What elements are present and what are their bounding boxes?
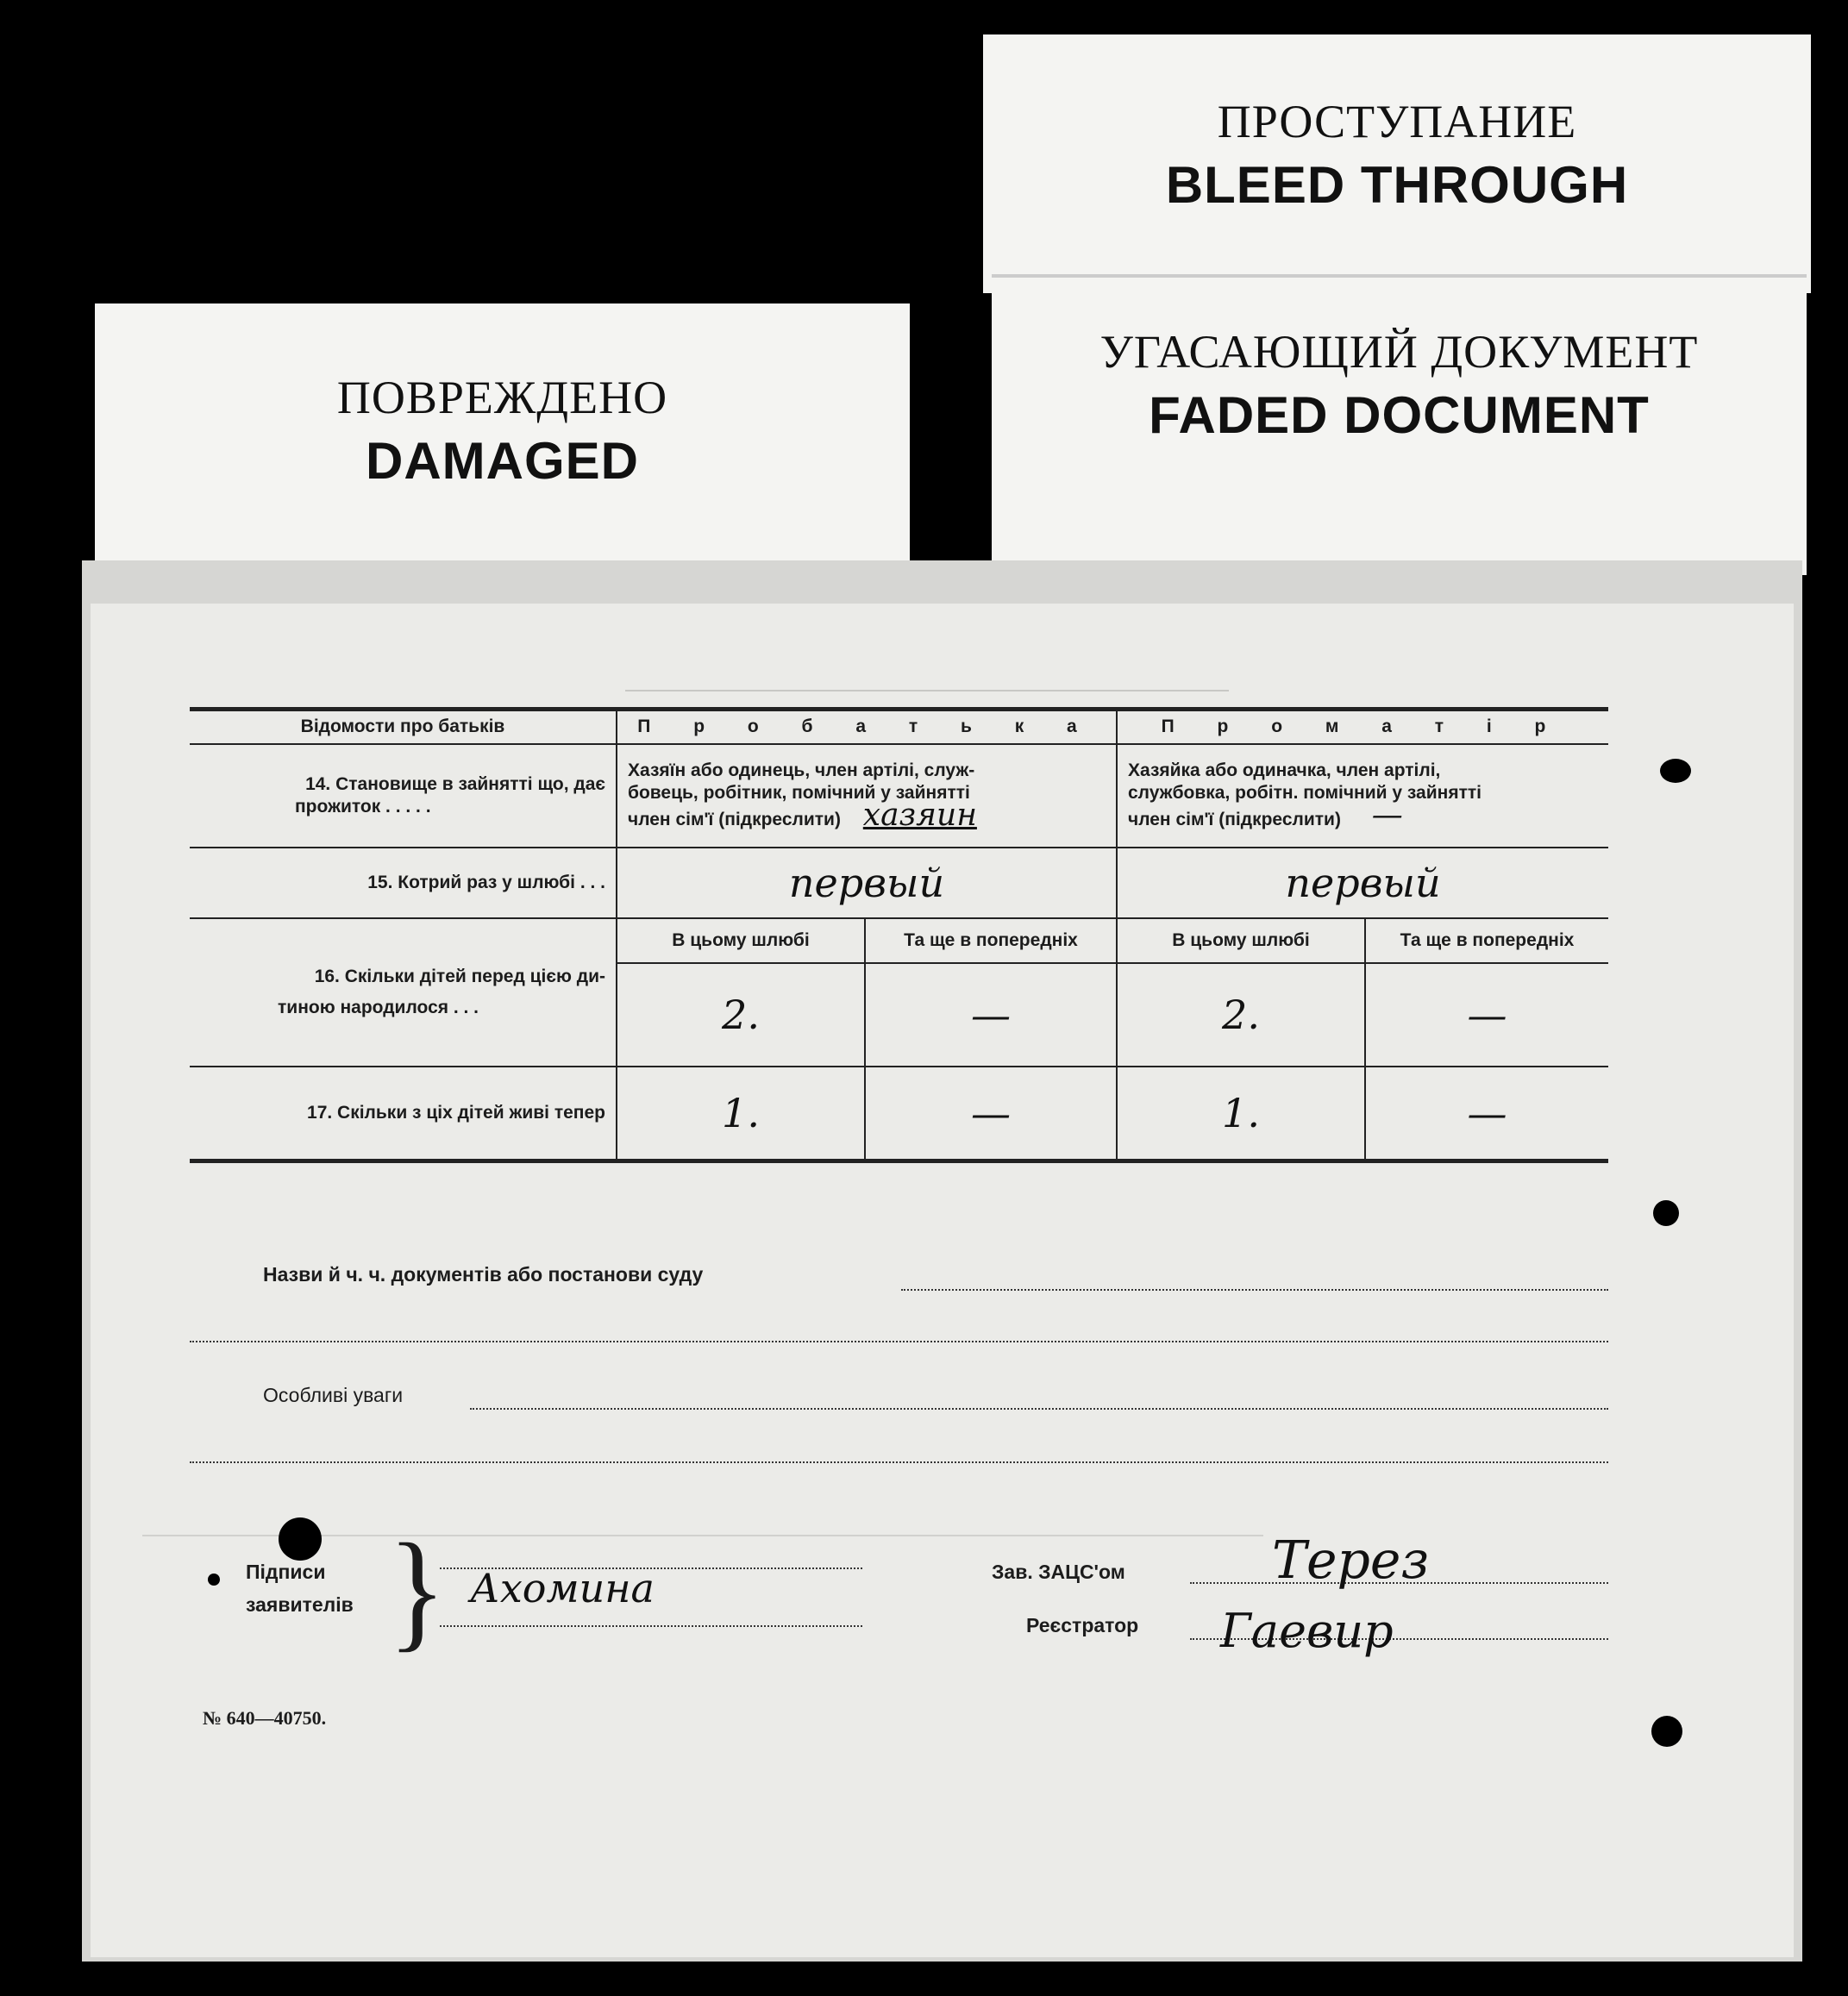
row14-mother-line3: член сім'ї (підкреслити) [1128, 810, 1341, 829]
remarks-dotline [470, 1408, 1608, 1410]
row15-father-handwritten: первый [788, 859, 945, 906]
faded-document-card [992, 278, 1807, 575]
row14-label-line2: прожиток . . . . . [295, 796, 431, 817]
documents-dotline [901, 1289, 1608, 1291]
bleed-through-card [983, 34, 1811, 293]
damaged-card [95, 303, 910, 571]
row14-mother-line1: Хазяйка або одиначка, член артілі, [1128, 760, 1441, 780]
damage-hole [1653, 1200, 1679, 1226]
row17-father-this: 1. [722, 1089, 760, 1136]
signatures-label-line1: Підписи [246, 1561, 326, 1583]
row14-father-line3: член сім'ї (підкреслити) [628, 810, 841, 829]
row16-label [190, 918, 617, 1067]
signatures-brace: } [388, 1517, 447, 1664]
row15-mother-handwritten: первый [1285, 859, 1441, 906]
faded-document-ru: УГАСАЮЩИЙ ДОКУМЕНТ [1099, 326, 1699, 378]
documents-dotline-2 [190, 1341, 1608, 1342]
subheader-father-prev: Та ще в попередніх [865, 918, 1117, 963]
form-number: № 640—40750. [203, 1707, 327, 1729]
applicant-signature: Ахомина [470, 1565, 655, 1611]
registrar-label: Реєстратор [1026, 1614, 1139, 1636]
registration-form-page [91, 604, 1794, 1957]
header-mother: П р о м а т і р [1117, 710, 1608, 744]
row17-father-prev: — [971, 1089, 1011, 1136]
damaged-en: DAMAGED [366, 432, 639, 490]
ink-dot [208, 1574, 220, 1586]
row16-father-this: 2. [722, 991, 760, 1038]
row14-father [617, 744, 1117, 848]
row16-father-prev: — [971, 991, 1011, 1038]
row14-mother-handwritten: — [1371, 798, 1403, 833]
bleed-through-ru: ПРОСТУПАНИЕ [1217, 96, 1577, 147]
remarks-dotline-2 [190, 1461, 1608, 1463]
documents-label: Назви й ч. ч. документів або постанови суду [263, 1263, 704, 1286]
row15-father [617, 848, 1117, 918]
damage-hole [1651, 1716, 1682, 1747]
row17-mother-prev: — [1467, 1089, 1507, 1136]
remarks-label: Особливі уваги [263, 1384, 404, 1406]
row14-father-line1: Хазяїн або одинець, член артілі, служ- [628, 760, 975, 780]
row14-mother-line2: службовка, робітн. помічний у зайнятті [1128, 783, 1482, 803]
row14-father-handwritten: хазяин [862, 798, 977, 833]
bleed-through-trace [625, 673, 1229, 691]
damaged-ru: ПОВРЕЖДЕНО [336, 372, 668, 423]
head-label: Зав. ЗАЦС'ом [992, 1561, 1125, 1583]
header-father: П р о б а т ь к а [617, 710, 1117, 744]
applicant-signature-line-2 [440, 1625, 862, 1627]
row16-mother-prev: — [1467, 991, 1507, 1038]
head-signature: Терез [1272, 1530, 1430, 1591]
registrar-signature: Гаевир [1220, 1604, 1394, 1658]
row16-label-line1: 16. Скільки дітей перед цією ди- [314, 966, 605, 986]
header-parents-info: Відомости про батьків [190, 710, 617, 744]
signatures-label-line2: заявителів [246, 1593, 354, 1616]
row17-mother-this: 1. [1222, 1089, 1260, 1136]
row14-label [190, 744, 617, 848]
row16-label-line2: тиною народилося . . . [278, 997, 479, 1017]
row17-label: 17. Скільки з ціх дітей живі тепер [190, 1067, 617, 1161]
subheader-mother-prev: Та ще в попередніх [1365, 918, 1608, 963]
subheader-mother-this: В цьому шлюбі [1117, 918, 1365, 963]
row16-mother-this: 2. [1222, 991, 1260, 1038]
ink-blot [279, 1517, 322, 1561]
parents-info-table [190, 707, 1608, 1163]
damage-hole [1660, 759, 1691, 783]
row15-label: 15. Котрий раз у шлюбі . . . [190, 848, 617, 918]
faded-document-en: FADED DOCUMENT [1149, 386, 1650, 444]
subheader-father-this: В цьому шлюбі [617, 918, 865, 963]
row14-label-line1: 14. Становище в зайнятті що, дає [305, 773, 605, 794]
row15-mother [1117, 848, 1608, 918]
row14-father-line2: бовець, робітник, помічний у зайнятті [628, 783, 970, 803]
bleed-through-en: BLEED THROUGH [1165, 156, 1629, 214]
row14-mother [1117, 744, 1608, 848]
